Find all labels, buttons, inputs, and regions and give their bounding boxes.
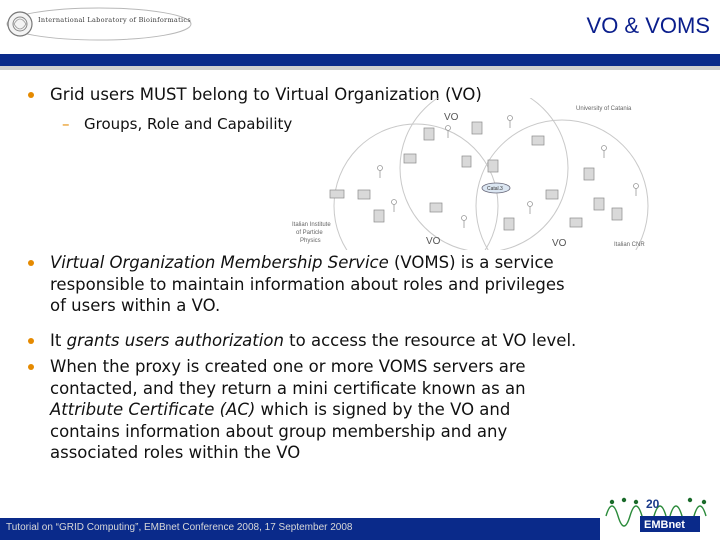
bullet-4-line-5: associated roles within the VO: [50, 443, 301, 462]
label-inst: Italian Institute of Particle Physics: [292, 222, 331, 244]
bullet-1-sub-text: Groups, Role and Capability: [84, 115, 293, 133]
bullet-dot: [28, 338, 34, 344]
bullet-3: [28, 330, 708, 352]
bullet-4-line-4: contains information about group membership and any: [50, 421, 508, 441]
bullet-1-text: Grid users MUST belong to Virtual Organization (VO): [50, 85, 482, 104]
label-cnr: Italian CNR: [614, 242, 645, 248]
bullet-4-line-3: [50, 399, 526, 421]
bullet-3-emphasis: grants users authorization: [66, 331, 284, 350]
bullet-2: [28, 252, 698, 318]
bullet-3-post: to access the resource at VO level.: [283, 331, 577, 350]
header-bar: [0, 54, 720, 66]
embnet-word: EMBnet: [644, 519, 685, 531]
footer-text: Tutorial on “GRID Computing”, EMBnet Conference 2008, 17 September 2008: [6, 522, 353, 533]
sub-dash: –: [62, 115, 70, 133]
vo-label-right: VO: [552, 238, 567, 249]
badge-20: 20: [646, 497, 660, 511]
bullet-2-line-2: responsible to maintain information about roles and privileges: [50, 274, 565, 294]
bullet-3-text: [50, 330, 576, 352]
bullet-2-line-1-rest: (VOMS) is a service: [388, 253, 554, 272]
vo-label-top: VO: [444, 112, 459, 123]
slide-title: VO & VOMS: [586, 13, 710, 38]
logo-text: International Laboratory of Bioinformatics: [38, 16, 191, 24]
bullet-2-text: [50, 252, 565, 317]
bullet-4-line-2: contacted, and they return a mini certificate known as an: [50, 378, 526, 398]
header-underline: [0, 66, 720, 70]
user-figures: [378, 116, 639, 229]
label-center: Catal.3: [487, 186, 503, 192]
bullet-2-line-1: [50, 252, 565, 274]
attribute-certificate-term: Attribute Certificate (AC): [50, 400, 256, 419]
label-univ: University of Catania: [576, 106, 632, 112]
bullet-dot: [28, 364, 34, 370]
bullet-dot: [28, 260, 34, 266]
voms-term: Virtual Organization Membership Service: [50, 253, 389, 272]
slide-header: [0, 0, 720, 52]
bullet-4: [28, 356, 698, 466]
bullet-dot: [28, 92, 34, 98]
bullet-2-line-3: of users within a VO.: [50, 296, 221, 315]
bullet-4-text: [50, 356, 526, 464]
bullet-4-line-1: When the proxy is created one or more VOMS servers are: [50, 357, 526, 376]
bullet-3-pre: It: [50, 331, 67, 350]
bullet-4-line-3-rest: which is signed by the VO and: [255, 400, 511, 419]
vo-diagram: [284, 98, 664, 250]
embnet-logo: [600, 486, 720, 540]
vo-label-left: VO: [426, 236, 441, 247]
